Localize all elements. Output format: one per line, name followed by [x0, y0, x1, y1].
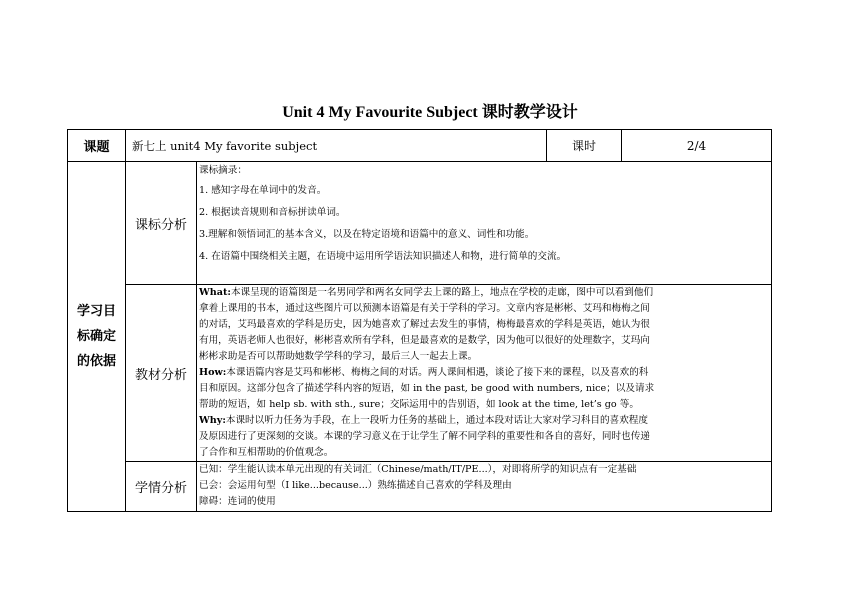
how-text: 本课语篇内容是艾玛和彬彬、梅梅之间的对话。两人课间相遇，谈论了接下来的课程，以及喜欢的科 — [226, 367, 649, 378]
why-tag: Why: — [199, 415, 226, 426]
what-line: 彬彬求助是否可以帮助她数学学科的学习，最后三人一起去上课。 — [199, 351, 478, 362]
learners-content — [197, 462, 772, 512]
header-row — [68, 130, 772, 162]
curriculum-label: 课标分析 — [126, 162, 197, 285]
topic-label: 课题 — [68, 130, 126, 162]
how-line: 帮助的短语，如 help sb. with sth., sure；交际运用中的告别语，如 look at the time, let’s go 等。 — [199, 399, 639, 410]
basis-label — [68, 162, 126, 512]
curriculum-content — [197, 162, 772, 285]
curriculum-line: 1. 感知字母在单词中的发音。 — [199, 185, 327, 196]
what-line: 拿着上课用的书本，通过这些图片可以预测本语篇是有关于学科的学习。文章内容是彬彬、艾玛和梅梅之间 — [199, 303, 650, 314]
learners-line: 已知：学生能认读本单元出现的有关词汇（Chinese/math/IT/PE...），对即将所学的知识点有一定基础 — [199, 464, 637, 475]
what-line: 的对话，艾玛最喜欢的学科是历史，因为她喜欢了解过去发生的事情，梅梅最喜欢的学科是英语，她认为很 — [199, 319, 650, 330]
learners-label: 学情分析 — [126, 462, 197, 512]
curriculum-line: 2. 根据读音规则和音标拼读单词。 — [199, 207, 346, 218]
document-title: Unit 4 My Favourite Subject 课时教学设计 — [282, 104, 578, 121]
what-line — [199, 285, 769, 301]
basis-label-line: 学习目 — [76, 304, 116, 319]
how-tag: How: — [199, 367, 227, 378]
curriculum-line: 4. 在语篇中围绕相关主题，在语境中运用所学语法知识描述人和物，进行简单的交流。 — [199, 251, 567, 262]
learners-line: 已会：会运用句型（I like...because...）熟练描述自己喜欢的学科及理由 — [199, 480, 512, 491]
why-line — [199, 413, 769, 429]
what-line: 有用，英语老师人也很好，彬彬喜欢所有学科，但是最喜欢的是数学，因为他可以很好的处理数字，艾玛向 — [199, 335, 650, 346]
why-line: 了合作和互相帮助的价值观念。 — [199, 447, 334, 458]
period-value: 2/4 — [622, 130, 772, 162]
basis-label-line: 标确定 — [76, 329, 116, 344]
textbook-label: 教材分析 — [126, 285, 197, 462]
curriculum-line: 3.理解和领悟词汇的基本含义，以及在特定语境和语篇中的意义、词性和功能。 — [199, 229, 535, 240]
how-line — [199, 365, 769, 381]
curriculum-line: 课标摘录： — [199, 165, 247, 176]
why-line: 及原因进行了更深刻的交谈。本课的学习意义在于让学生了解不同学科的重要性和各自的喜好，同时也传递 — [199, 431, 650, 442]
learners-row — [68, 462, 772, 512]
what-text: 本课呈现的语篇图是一名男同学和两名女同学去上课的路上，地点在学校的走廊，图中可以看到他们 — [230, 287, 654, 298]
what-tag: What: — [199, 287, 231, 298]
textbook-content — [197, 285, 772, 462]
lesson-plan-table — [67, 129, 772, 512]
learners-line: 障碍：连词的使用 — [199, 496, 276, 507]
topic-value: 新七上 unit4 My favorite subject — [126, 130, 547, 162]
textbook-row — [68, 285, 772, 462]
curriculum-row — [68, 162, 772, 285]
basis-label-line: 的依据 — [76, 354, 116, 369]
why-text: 本课时以听力任务为手段，在上一段听力任务的基础上，通过本段对话让大家对学习科目的喜欢程度 — [225, 415, 648, 426]
period-label: 课时 — [547, 130, 622, 162]
how-line: 目和原因。这部分包含了描述学科内容的短语，如 in the past, be good with numbers, nice；以及请求 — [199, 383, 655, 394]
